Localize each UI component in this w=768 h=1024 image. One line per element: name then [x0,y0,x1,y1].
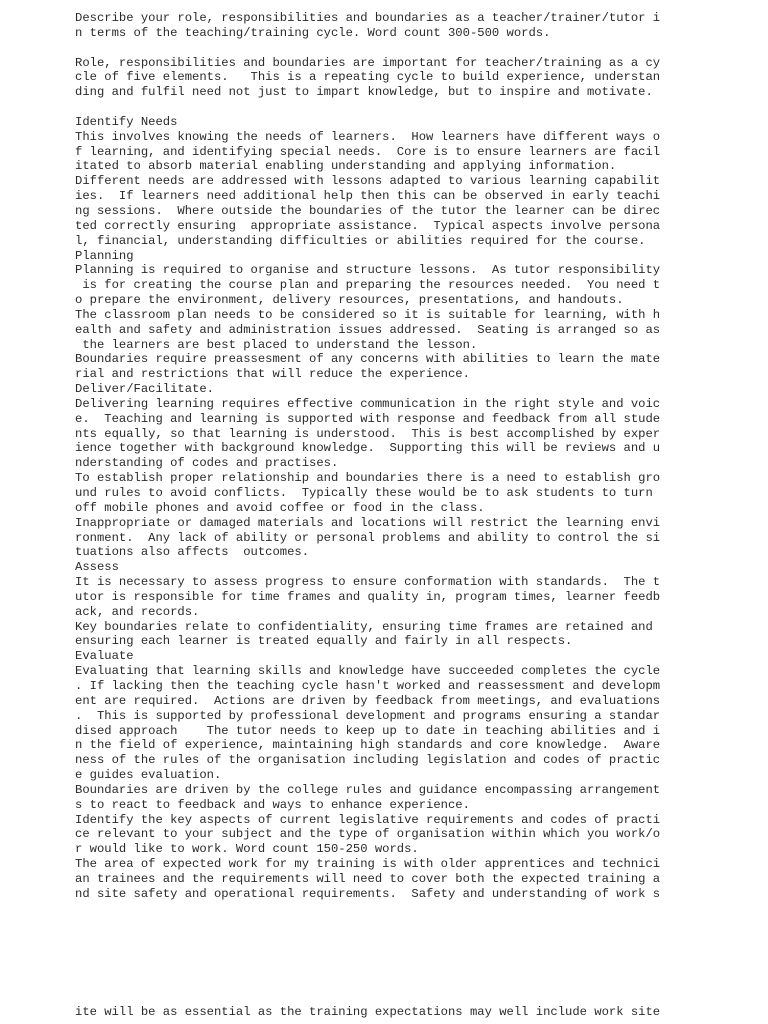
document-line: ng sessions. Where outside the boundaries of the tutor the learner can be direc [75,203,661,218]
document-line: ience together with background knowledge. Supporting this will be reviews and u [75,441,661,456]
document-line: n the field of experience, maintaining high standards and core knowledge. Aware [75,738,661,753]
document-line: . If lacking then the teaching cycle hasn't worked and reassessment and developm [75,678,661,693]
document-line: Evaluate [75,649,134,664]
document-line: e guides evaluation. [75,768,222,783]
document-line: s to react to feedback and ways to enhance experience. [75,797,470,812]
document-line: ted correctly ensuring appropriate assistance. Typical aspects involve persona [75,218,661,233]
document-line: is for creating the course plan and preparing the resources needed. You need t [75,278,661,293]
document-line: Planning is required to organise and structure lessons. As tutor responsibility [75,263,661,278]
document-line: utor is responsible for time frames and quality in, program times, learner feedb [75,589,661,604]
document-line: Evaluating that learning skills and knowledge have succeeded completes the cycle [75,664,661,679]
document-line: cle of five elements. This is a repeating cycle to build experience, understan [75,70,661,85]
document-line: n terms of the teaching/training cycle. Word count 300-500 words. [75,25,551,40]
document-line: . This is supported by professional development and programs ensuring a standar [75,708,661,723]
page-bottom-continuation-line: ite will be as essential as the training expectations may well include work site [75,1005,661,1019]
document-line: ent are required. Actions are driven by feedback from meetings, and evaluations [75,693,661,708]
document-line: tuations also affects outcomes. [75,545,310,560]
document-line: ding and fulfil need not just to impart knowledge, but to inspire and motivate. [75,85,653,100]
document-line: Identify the key aspects of current legislative requirements and codes of practi [75,812,661,827]
document-line: r would like to work. Word count 150-250 words. [75,842,419,857]
document-line: The area of expected work for my training is with older apprentices and technici [75,857,661,872]
document-line: The classroom plan needs to be considered so it is suitable for learning, with h [75,307,661,322]
document-line [75,100,705,115]
document-line: dised approach The tutor needs to keep up to date in teaching abilities and i [75,723,661,738]
document-line: f learning, and identifying special needs. Core is to ensure learners are facil [75,144,661,159]
document-line: ness of the rules of the organisation including legislation and codes of practic [75,753,661,768]
document-line: ensuring each learner is treated equally and fairly in all respects. [75,634,573,649]
document-line: This involves knowing the needs of learners. How learners have different ways o [75,129,661,144]
document-line: nts equally, so that learning is understood. This is best accomplished by exper [75,426,661,441]
document-line: rial and restrictions that will reduce the experience. [75,367,470,382]
document-line: nderstanding of codes and practises. [75,456,339,471]
document-line: Delivering learning requires effective communication in the right style and voic [75,396,661,411]
document-line: ce relevant to your subject and the type of organisation within which you work/o [75,827,661,842]
document-line: itated to absorb material enabling understanding and applying information. [75,159,617,174]
document-line: Identify Needs [75,114,178,129]
document-line: Inappropriate or damaged materials and locations will restrict the learning envi [75,515,661,530]
document-line: Key boundaries relate to confidentiality, ensuring time frames are retained and [75,619,653,634]
document-line: To establish proper relationship and boundaries there is a need to establish gro [75,471,661,486]
document-line: Different needs are addressed with lessons adapted to various learning capabilit [75,174,661,189]
document-line: Boundaries are driven by the college rules and guidance encompassing arrangement [75,782,661,797]
document-line: ealth and safety and administration issues addressed. Seating is arranged so as [75,322,661,337]
document-line: e. Teaching and learning is supported with response and feedback from all stude [75,411,661,426]
document-body [75,11,705,902]
document-line: It is necessary to assess progress to ensure conformation with standards. The t [75,575,661,590]
document-line: ronment. Any lack of ability or personal problems and ability to control the si [75,530,661,545]
document-line: ack, and records. [75,604,200,619]
document-line [75,41,705,56]
document-line: ies. If learners need additional help then this can be observed in early teachi [75,189,661,204]
document-line: Deliver/Facilitate. [75,382,214,397]
document-line: the learners are best placed to understand the lesson. [75,337,478,352]
document-line: Describe your role, responsibilities and boundaries as a teacher/trainer/tutor i [75,11,661,25]
document-line: und rules to avoid conflicts. Typically these would be to ask students to turn [75,486,653,500]
document-line: an trainees and the requirements will need to cover both the expected training a [75,871,661,886]
document-line: off mobile phones and avoid coffee or food in the class. [75,500,485,515]
document-line: Boundaries require preassesment of any concerns with abilities to learn the mate [75,352,661,367]
document-line: nd site safety and operational requirements. Safety and understanding of work s [75,886,661,901]
document-line: l, financial, understanding difficulties or abilities required for the course. [75,233,646,248]
document-line: Planning [75,248,134,263]
document-line: Assess [75,560,119,575]
document-line: o prepare the environment, delivery resources, presentations, and handouts. [75,293,624,308]
document-line: Role, responsibilities and boundaries are important for teacher/training as a cy [75,55,661,70]
